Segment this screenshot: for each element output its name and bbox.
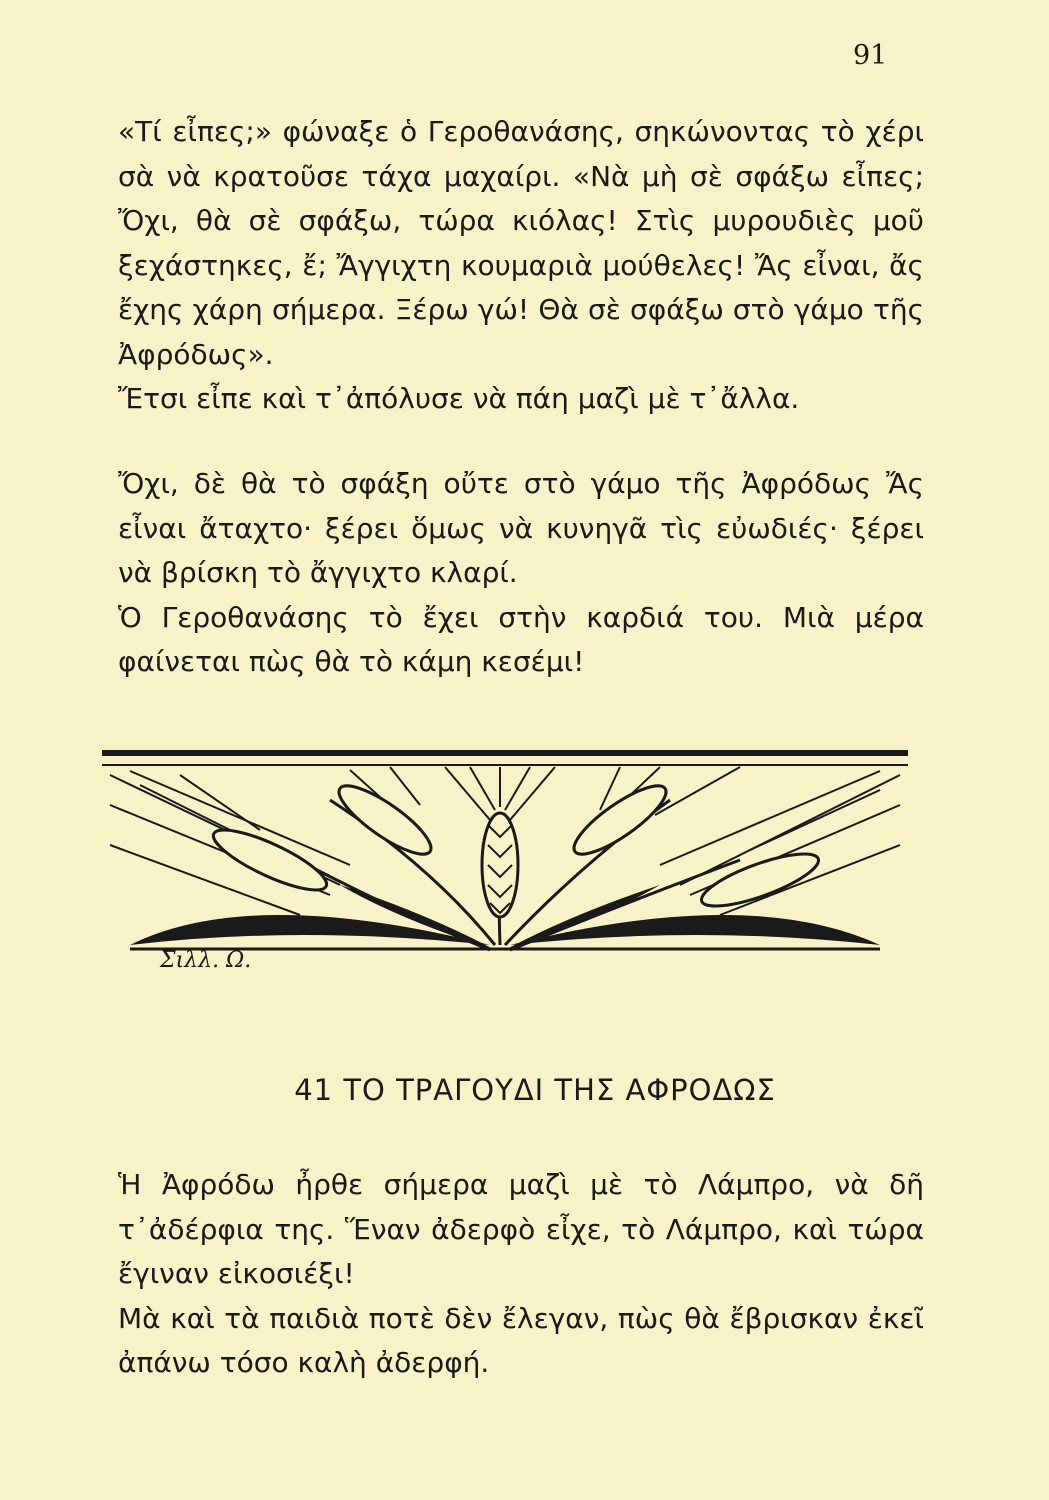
paragraph: Ὁ Γεροθανάσης τὸ ἔχει στὴν καρδιά του. Μιὰ μέρα φαίνεται πὼς θὰ τὸ κάμη κεσέμι! <box>118 600 924 678</box>
wheat-illustration <box>100 745 910 975</box>
text-section-3 <box>118 1163 924 1386</box>
paragraph: Ὄχι, δὲ θὰ τὸ σφάξη οὔτε στὸ γάμο τῆς Ἀφρόδως Ἄς εἶναι ἄταχτο· ξέρει ὅμως νὰ κυνηγᾶ τὶς εὐωδιές· ξέρει νὰ βρίσκη τὸ ἄγγιχτο κλαρί. <box>118 467 924 589</box>
page-number: 91 <box>853 40 888 71</box>
paragraph: «Τί εἶπες;» φώναξε ὁ Γεροθανάσης, σηκώνοντας τὸ χέρι σὰ νὰ κρατοῦσε τάχα μαχαίρι. «Νὰ μὴ σὲ σφάξω εἶπες; Ὄχι, θὰ σὲ σφάξω, τώρα κιόλας! Στὶς μυρουδιὲς μοῦ ξεχάστηκες, ἔ; Ἄγγιχτη κουμαριὰ μούθελες! Ἄς εἶναι, ἄς ἔχης χάρη σήμερα. Ξέρω γώ! Θὰ σὲ σφάξω στὸ γάμο τῆς Ἀφρόδως». <box>118 115 924 371</box>
paragraph: Ἔτσι εἶπε καὶ τ᾽ἀπόλυσε νὰ πάη μαζὶ μὲ τ᾽ἄλλα. <box>118 382 800 415</box>
text-section-1 <box>118 110 924 422</box>
chapter-title: 41 ΤΟ ΤΡΑΓΟΥΔΙ ΤΗΣ ΑΦΡΟΔΩΣ <box>294 1073 776 1107</box>
paragraph: Μὰ καὶ τὰ παιδιὰ ποτὲ δὲν ἔλεγαν, πὼς θὰ ἔβρισκαν ἐκεῖ ἀπάνω τόσο καλὴ ἀδερφή. <box>118 1301 924 1379</box>
text-section-2 <box>118 462 924 685</box>
paragraph: Ἡ Ἀφρόδω ἦρθε σήμερα μαζὶ μὲ τὸ Λάμπρο, νὰ δῆ τ᾽ἀδέρφια της. Ἕναν ἀδερφὸ εἶχε, τὸ Λάμπρο, καὶ τώρα ἔγιναν εἰκοσιέξι! <box>118 1168 924 1290</box>
illustration-signature: Σιλλ. Ω. <box>160 948 252 973</box>
